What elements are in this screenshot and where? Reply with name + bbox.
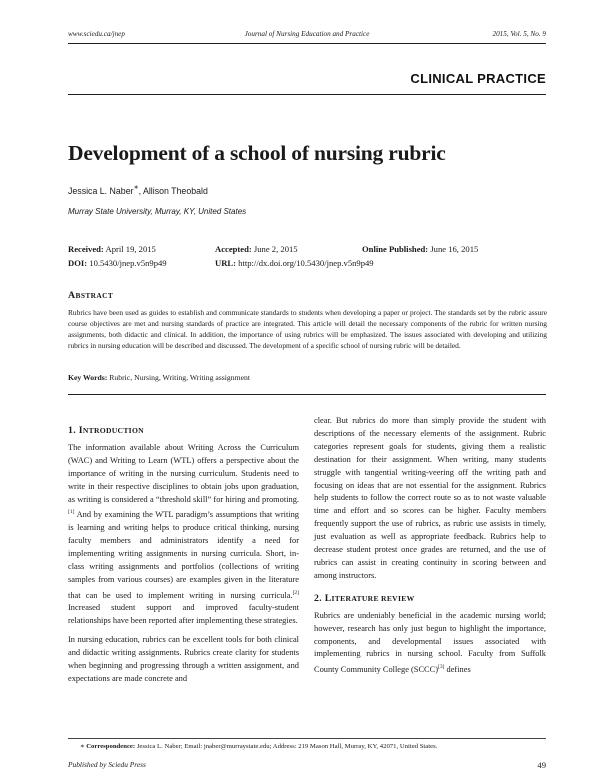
volume-issue: 2015, Vol. 5, No. 9 [492,30,546,38]
keywords-value: Rubric, Nursing, Writing, Writing assignment [109,373,250,382]
footnote-mark: ∗ [80,743,85,750]
url-value[interactable]: http://dx.doi.org/10.5430/jnep.v5n9p49 [238,258,374,268]
citation-3[interactable]: [3] [438,664,445,671]
published-label: Online Published: [362,244,429,254]
citation-1[interactable]: [1] [68,509,75,516]
url [215,258,374,268]
abstract-text: Rubrics have been used as guides to establish and communicate standards to students when developing a paper or project. The standards set by the rubric assure course objectives are met and nursing standards of practice are integrated. This article will detail the necessary components of the rubric for written nursing assignments, both didactic and clinical. In addition, the importance of using rubrics will be emphasized. The issues associated with developing and utilizing rubrics in nursing education will be described and discussed. The development of a specific school of nursing rubric will be detailed. [68,308,547,351]
header-rule [68,43,546,44]
author-2: , Allison Theobald [138,185,208,196]
accepted-label: Accepted: [215,244,252,254]
dates-row [68,244,546,256]
published-date [362,244,478,254]
intro-paragraph-1: The information available about Writing Across the Curriculum (WAC) and Writing to Learn (WTL) offers a perspective about the importance of writing in the nursing curriculum. Students need to write in their respective disciplines to obtain jobs upon graduation, as writing is considered a “threshold skill” for hiring and promoting.[1] And by examining the WTL paradigm’s assumptions that writing is learning and writing helps to produce critical thinking, nursing faculty members and administrators identify a need for implementing writing assignments in nursing curricula. Short, in-class writing assignments and portfolios (collections of writing samples from various courses) are examples given in the literature that can be used to implement writing in nursing curricula.[2] Increased student support and improved faculty-student relationships have been reported after implementing these strategies. [68,442,299,626]
intro-paragraph-3: clear. But rubrics do more than simply provide the student with descriptions of the necessary elements of the assignment. Rubric categories represent goals for students, giving them a realistic destination for their assignment. When writing, many students struggle with tangential writing-veering off the writing path and focusing on ideas that are not essential for the assignment. Rubrics help students to follow the correct route so as to not waste valuable time and effort and so scores can be higher. Faculty members frequently support the use of rubrics, as rubric use assists in timely, just evaluation as well as appropriate feedback. Rubrics help to decrease student protest once grades are returned, and the use of rubrics can assist in creating continuity in scoring between and among instructors. [314,416,546,580]
literature-review-heading: 2. LITERATURE REVIEW [314,592,415,604]
section-rule [68,94,546,95]
keywords-label: Key Words: [68,373,108,382]
accepted-value: June 2, 2015 [253,244,298,254]
section-label: CLINICAL PRACTICE [410,71,546,86]
body-column-left [68,425,299,692]
intro-heading: 1. INTRODUCTION [68,425,144,436]
accepted-date [215,244,298,254]
footnote-text: Jessica L. Naber; Email: jnaber@murraystate.edu; Address: 219 Mason Hall, Murray, KY, 42071, United States. [135,743,438,750]
article-title: Development of a school of nursing rubric [68,141,446,165]
body-column-right [314,415,546,683]
affiliation: Murray State University, Murray, KY, United States [68,207,247,216]
footnote-rule [68,738,546,739]
footnote-label: Correspondence: [86,743,136,750]
keywords [68,373,250,382]
abstract-heading: ABSTRACT [68,290,114,301]
doi-label: DOI: [68,258,88,268]
received-value: April 19, 2015 [105,244,156,254]
author-1: Jessica L. Naber [68,185,134,196]
author-list [68,185,208,196]
citation-2[interactable]: [2] [292,589,299,596]
corresponding-mark: ∗ [133,185,139,191]
journal-name: Journal of Nursing Education and Practice [244,30,370,38]
intro-paragraph-2: In nursing education, rubrics can be excellent tools for both clinical and didactic writing assignments. Rubrics create clarity for students when beginning and progressing through a written assignment, and expectations are made concrete and [68,635,299,683]
literature-paragraph-1: Rubrics are undeniably beneficial in the academic nursing world; however, research has only just begun to highlight the importance, components, and developmental issues associated with implementing rubrics in nursing school. Faculty from Suffolk County Community College (SCCC)[3] defines [314,610,546,675]
abstract-rule [68,394,546,395]
url-label: URL: [215,258,237,268]
doi-value[interactable]: 10.5430/jnep.v5n9p49 [89,258,167,268]
page-number: 49 [537,760,546,770]
page-footer [68,760,546,772]
journal-url[interactable]: www.sciedu.ca/jnep [68,30,125,38]
doi [68,258,167,268]
received-label: Received: [68,244,104,254]
correspondence-footnote [80,742,437,750]
published-value: June 16, 2015 [430,244,479,254]
running-header [68,30,546,42]
publisher: Published by Sciedu Press [68,760,146,769]
received-date [68,244,156,254]
identifiers-row [68,258,546,270]
